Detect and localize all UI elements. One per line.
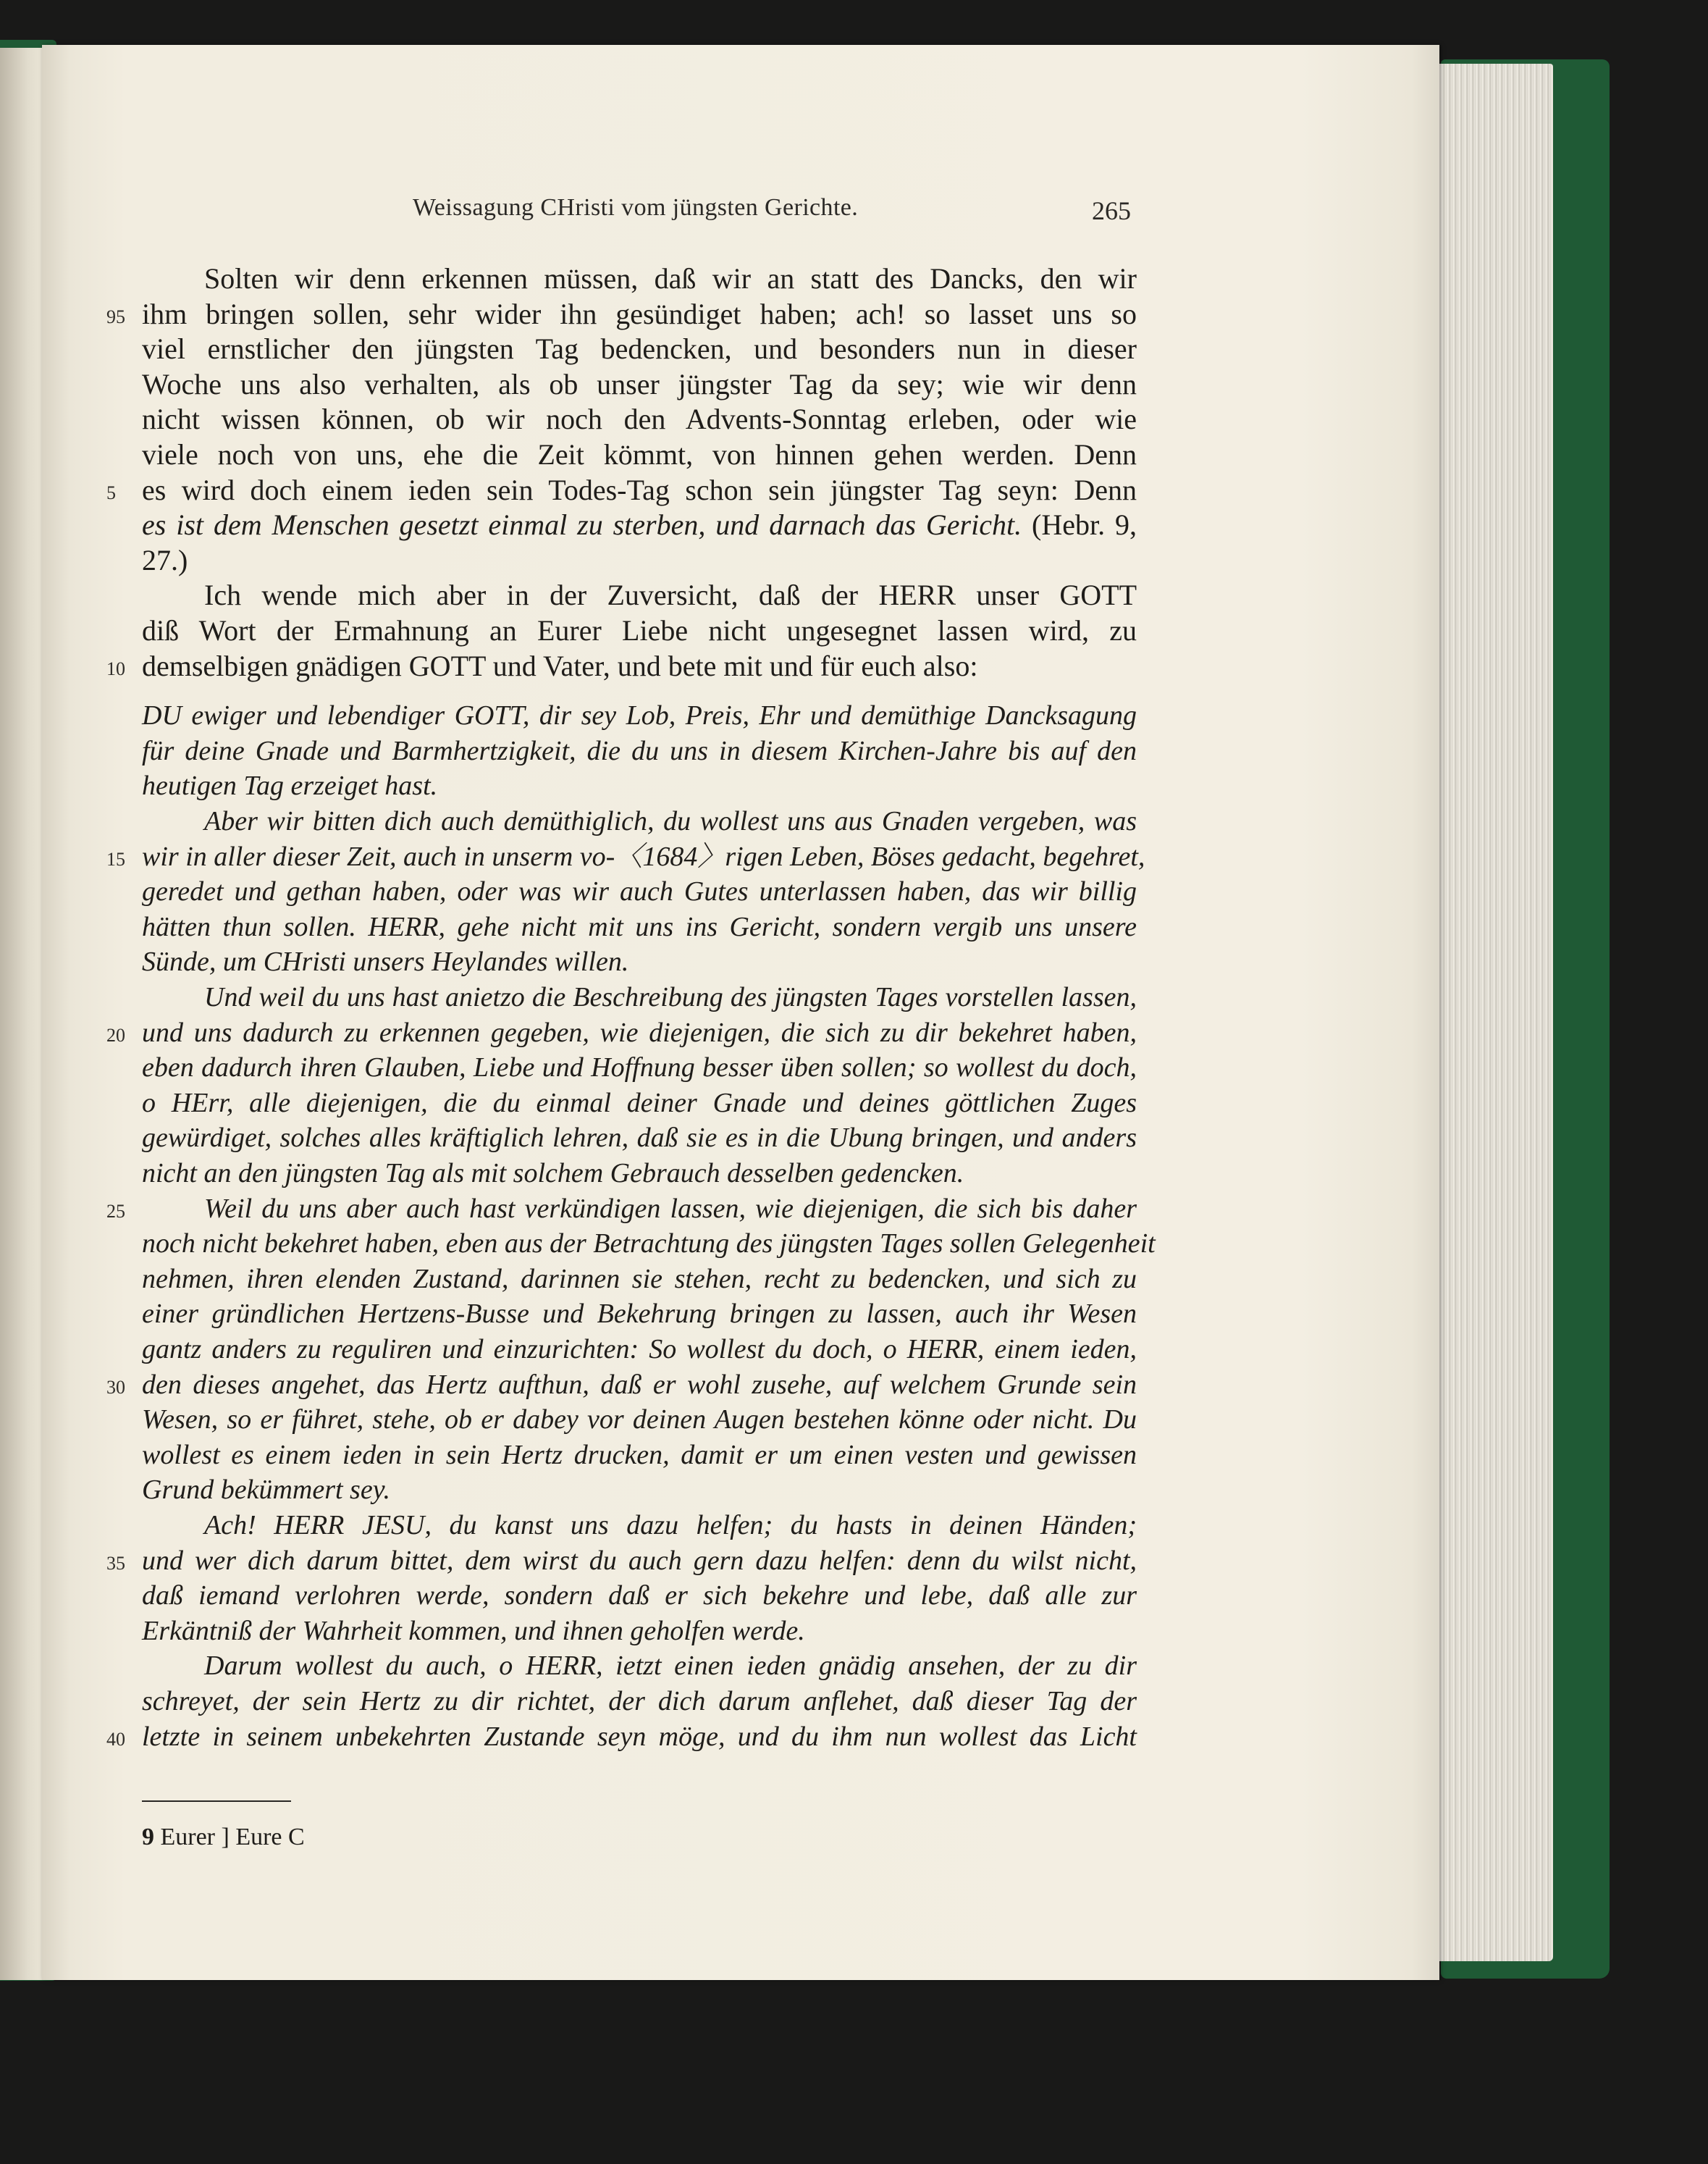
text-line: hätten thun sollen. HERR, gehe nicht mit uns ins Gericht, sondern vergib uns unsere [142,911,1137,942]
text-line: den dieses angehet, das Hertz aufthun, daß er wohl zusehe, auf welchem Grunde sein [142,1369,1137,1400]
text-line: Erkäntniß der Wahrheit kommen, und ihnen geholfen werde. [142,1615,805,1646]
text-line: nehmen, ihren elenden Zustand, darinnen sie stehen, recht zu bedencken, und sich zu [142,1263,1137,1294]
line-number: 95 [106,306,125,327]
text-line: und wer dich darum bittet, dem wirst du auch gern dazu helfen: denn du wilst nicht, [142,1545,1137,1576]
text-line: viel ernstlicher den jüngsten Tag bedencken, und besonders nun in dieser [142,332,1137,366]
previous-page-edge [0,48,46,1980]
running-head: Weissagung CHristi vom jüngsten Gerichte. [413,194,859,221]
text-line: wir in aller dieser Zeit, auch in unserm vo-〈1684〉rigen Leben, Böses gedacht, begehret, [142,841,1145,872]
scripture-reference: (Hebr. 9, [1022,508,1137,542]
text-line: geredet und gethan haben, oder was wir auch Gutes unterlassen haben, das wir billig [142,876,1137,907]
text-line: Grund bekümmert sey. [142,1475,390,1506]
text-line: demselbigen gnädigen GOTT und Vater, und bete mit und für euch also: [142,649,978,682]
scripture-quote: es ist dem Menschen gesetzt einmal zu sterben, und darnach das Gericht. [142,508,1022,542]
text-line: für deine Gnade und Barmhertzigkeit, die du uns in diesem Kirchen-Jahre bis auf den [142,735,1137,766]
line-number: 10 [106,658,125,679]
text-line: wollest es einem ieden in sein Hertz drucken, damit er um einen vesten und gewissen [142,1439,1137,1470]
line-number: 40 [106,1728,125,1750]
text-line: Ich wende mich aber in der Zuversicht, daß der HERR unser GOTT [204,579,1137,612]
text-line: Sünde, um CHristi unsers Heylandes willen. [142,947,629,978]
line-number: 35 [106,1552,125,1574]
text-line: gantz anders zu reguliren und einzurichten: So wollest du doch, o HERR, einem ieden, [142,1334,1137,1364]
text-line: diß Wort der Ermahnung an Eurer Liebe nicht ungesegnet lassen wird, zu [142,614,1137,647]
text-line: letzte in seinem unbekehrten Zustande seyn möge, und du ihm nun wollest das Licht [142,1721,1137,1752]
line-number: 25 [106,1200,125,1222]
line-number: 15 [106,848,125,870]
page-stack-edges [1423,64,1553,1961]
text-line: einer gründlichen Hertzens-Busse und Bekehrung bringen zu lassen, auch ihr Wesen [142,1299,1137,1330]
text-line: DU ewiger und lebendiger GOTT, dir sey Lob, Preis, Ehr und demüthige Dancksagung [142,700,1137,731]
text-line: o HErr, alle diejenigen, die du einmal deiner Gnade und deines göttlichen Zuges [142,1087,1137,1118]
text-line: gewürdiget, solches alles kräftiglich lehren, daß sie es in die Ubung bringen, und anders [142,1123,1137,1154]
text-line: Woche uns also verhalten, als ob unser jüngster Tag da sey; wie wir denn [142,367,1137,400]
text-line: 27.) [142,543,188,576]
text-line: eben dadurch ihren Glauben, Liebe und Hoffnung besser üben sollen; so wollest du doch, [142,1052,1137,1083]
text-line: Ach! HERR JESU, du kanst uns dazu helfen; du hasts in deinen Händen; [204,1510,1137,1540]
footnote-text: Eurer ] Eure C [154,1824,305,1850]
text-line: schreyet, der sein Hertz zu dir richtet, der dich darum anflehet, daß dieser Tag der [142,1686,1137,1716]
text-line: Darum wollest du auch, o HERR, ietzt einen ieden gnädig ansehen, der zu dir [204,1651,1137,1682]
text-line: ihm bringen sollen, sehr wider ihn gesündiget haben; ach! so lasset uns so [142,297,1137,330]
text-line: Solten wir denn erkennen müssen, daß wir an statt des Dancks, den wir [204,262,1137,295]
text-line: nicht an den jüngsten Tag als mit solchem Gebrauch desselben gedencken. [142,1158,964,1188]
text-line: Wesen, so er führet, stehe, ob er dabey vor deinen Augen bestehen könne oder nicht. Du [142,1404,1137,1435]
text-line: es wird doch einem ieden sein Todes-Tag schon sein jüngster Tag seyn: Denn [142,473,1137,506]
text-line: noch nicht bekehret haben, eben aus der Betrachtung des jüngsten Tages sollen Gelegenheit [142,1228,1156,1259]
text-line: Und weil du uns hast anietzo die Beschreibung des jüngsten Tages vorstellen lassen, [204,982,1137,1012]
footnote [142,1821,305,1853]
text-line: viele noch von uns, ehe die Zeit kömmt, von hinnen gehen werden. Denn [142,438,1137,471]
line-number: 5 [106,482,116,503]
footnote-rule [142,1800,291,1802]
text-line: Aber wir bitten dich auch demüthiglich, du wollest uns aus Gnaden vergeben, was [204,806,1137,836]
page-number: 265 [1092,196,1131,225]
line-number: 20 [106,1024,125,1046]
text-line: heutigen Tag erzeiget hast. [142,771,438,802]
footnote-number: 9 [142,1824,154,1850]
text-line: Weil du uns aber auch hast verkündigen lassen, wie diejenigen, die sich bis daher [204,1193,1137,1224]
text-line: und uns dadurch zu erkennen gegeben, wie diejenigen, die sich zu dir bekehret haben, [142,1017,1137,1048]
text-line: daß iemand verlohren werde, sondern daß er sich bekehre und lebe, daß alle zur [142,1580,1137,1611]
text-line: nicht wissen können, ob wir noch den Advents-Sonntag erleben, oder wie [142,403,1137,436]
line-number: 30 [106,1376,125,1398]
text-line [142,507,1137,543]
